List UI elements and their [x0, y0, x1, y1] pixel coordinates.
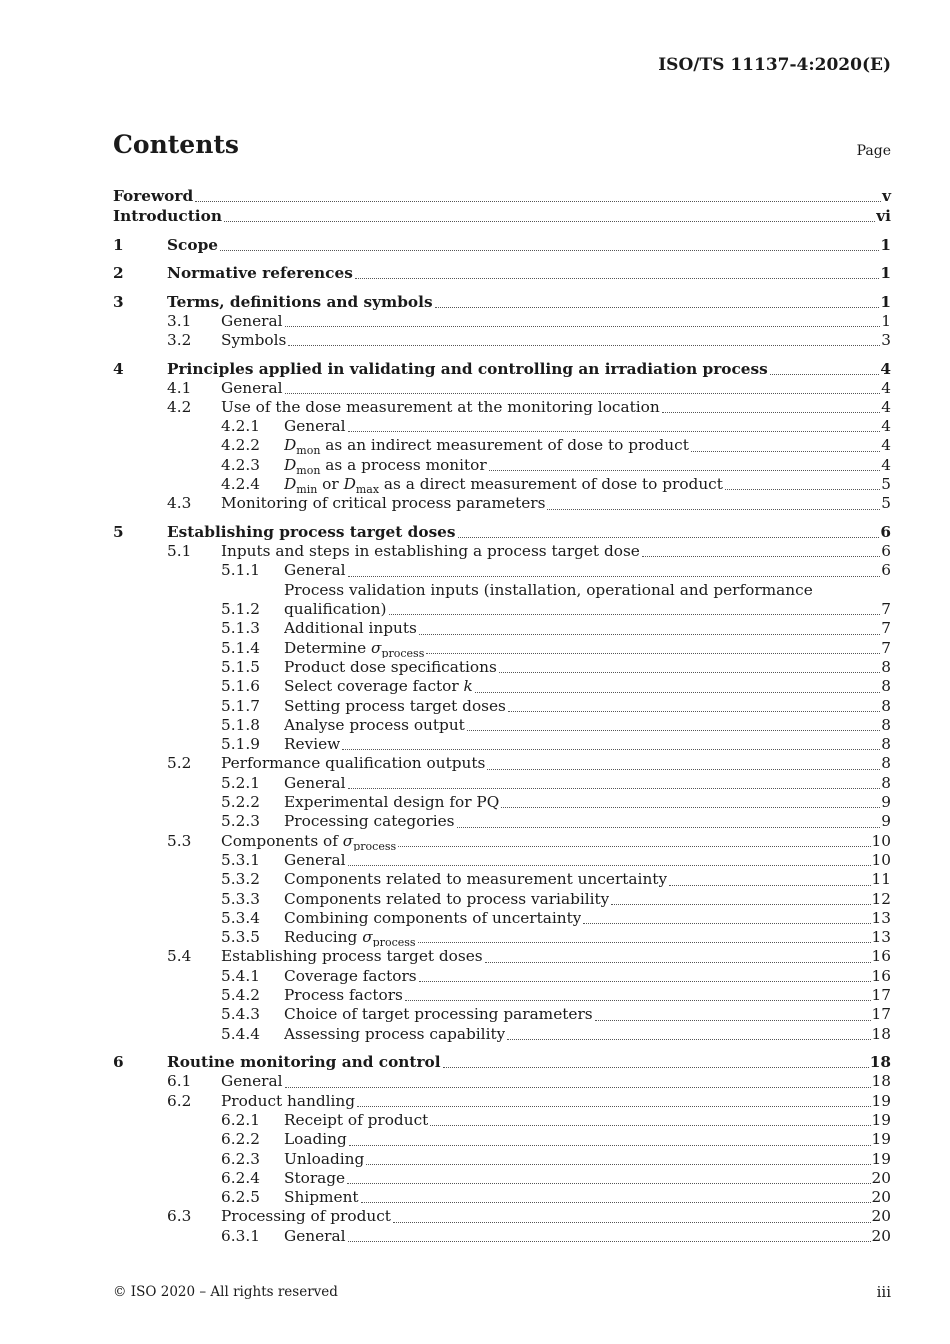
toc-entry-page: 20 [871, 1168, 891, 1187]
dot-leader [347, 1183, 870, 1184]
toc-entry-number: 6.2.3 [221, 1149, 260, 1168]
toc-entry-page: 8 [881, 657, 891, 676]
toc-entry[interactable] [113, 1111, 891, 1130]
dot-leader [348, 865, 871, 866]
toc-entry-page: 19 [871, 1149, 891, 1168]
page-number: iii [876, 1283, 891, 1301]
dot-leader [366, 1164, 870, 1165]
toc-entry-number: 5.1.5 [221, 657, 260, 676]
toc-entry-number: 5.3.4 [221, 908, 260, 927]
toc-entry-page: 8 [881, 715, 891, 734]
toc-entry[interactable] [113, 359, 891, 379]
toc-entry-title: Storage [284, 1168, 346, 1187]
toc-entry-page: 1 [880, 264, 891, 282]
toc-entry-number: 5.1.7 [221, 696, 260, 715]
toc-entry-number: 6 [113, 1053, 124, 1072]
toc-entry-title: Routine monitoring and control [167, 1053, 441, 1072]
toc-entry-number: 5.4 [167, 947, 192, 966]
toc-entry-page: 18 [869, 1053, 891, 1072]
toc-entry-page: 4 [881, 417, 891, 436]
toc-entry-number: 6.2.1 [221, 1110, 260, 1129]
dot-leader [348, 1241, 871, 1242]
toc-entry[interactable] [113, 658, 891, 677]
dot-leader [547, 509, 880, 510]
toc-entry-number: 4.3 [167, 494, 192, 513]
toc-entry-title: Inputs and steps in establishing a process target dose [221, 542, 640, 561]
toc-entry[interactable] [113, 851, 891, 870]
toc-entry-number: 5.4.3 [221, 1005, 260, 1024]
dot-leader [691, 451, 880, 452]
page-column-label: Page [856, 143, 891, 159]
toc-entry-title: General [284, 773, 346, 792]
toc-entry-number: 6.2.5 [221, 1188, 260, 1207]
toc-entry-number: 5.1.9 [221, 735, 260, 754]
toc-entry[interactable] [113, 186, 891, 206]
toc-entry-page: 4 [881, 455, 891, 474]
toc-entry-number: 5.4.4 [221, 1024, 260, 1043]
dot-leader [398, 846, 870, 847]
toc-entry-title: General [284, 417, 346, 436]
toc-entry-page: 17 [871, 1005, 891, 1024]
toc-entry-page: 16 [871, 966, 891, 985]
dot-leader [285, 326, 881, 327]
dot-leader [288, 345, 880, 346]
toc-entry-number: 6.2.2 [221, 1130, 260, 1149]
toc-entry[interactable] [113, 1150, 891, 1169]
toc-entry-page: 17 [871, 986, 891, 1004]
dot-leader [426, 653, 880, 654]
toc-entry-page: 13 [871, 928, 891, 947]
dot-leader [457, 827, 881, 828]
toc-entry-number: 5.2.3 [221, 812, 260, 831]
toc-entry-number: 6.1 [167, 1072, 192, 1091]
toc-entry-page: 10 [871, 850, 891, 869]
toc-entry[interactable] [113, 1188, 891, 1207]
dot-leader [501, 807, 880, 808]
toc-entry-title: Performance qualification outputs [221, 754, 486, 773]
toc-entry[interactable] [113, 1072, 891, 1091]
toc-entry-page: 7 [881, 619, 891, 638]
toc-entry[interactable] [113, 235, 891, 255]
toc-entry-number: 5.1.8 [221, 715, 260, 734]
toc-entry-number: 4.1 [167, 378, 192, 397]
toc-entry[interactable] [113, 542, 891, 561]
toc-entry-page: 10 [871, 831, 891, 850]
toc-entry[interactable] [113, 619, 891, 638]
toc-entry-number: 3 [113, 292, 124, 311]
dot-leader [285, 393, 881, 394]
toc-entry[interactable] [113, 735, 891, 754]
toc-entry[interactable] [113, 1025, 891, 1044]
toc-entry-title: Scope [167, 235, 218, 254]
toc-entry-number: 5.1.6 [221, 677, 260, 696]
toc-entry-page: 19 [871, 1091, 891, 1110]
toc-entry-page: 1 [881, 311, 891, 330]
toc-entry[interactable] [113, 793, 891, 812]
toc-entry-title: Establishing process target doses [221, 947, 483, 966]
toc-entry-page: 6 [881, 542, 891, 561]
dot-leader [349, 1145, 871, 1146]
toc-entry-title: Setting process target doses [284, 696, 506, 715]
toc-entry-page: 4 [881, 378, 891, 397]
toc-entry-title: Determine $\sigma_{process}$ [284, 638, 425, 658]
dot-leader [393, 1222, 871, 1223]
toc-entry[interactable] [113, 1130, 891, 1149]
dot-leader [467, 730, 880, 731]
toc-entry-number: 1 [113, 235, 124, 254]
toc-entry[interactable] [113, 1169, 891, 1188]
dot-leader [348, 576, 881, 577]
toc-entry[interactable] [113, 832, 891, 851]
dot-leader [642, 556, 880, 557]
toc-entry-number: 5.1.4 [221, 638, 260, 657]
toc-entry-title: Process validation inputs (installation, operational and performance [284, 580, 813, 599]
document-id: ISO/TS 11137-4:2020(E) [658, 55, 891, 75]
toc-entry-title: Receipt of product [284, 1110, 429, 1129]
toc-entry-title: $D_{min}$ or $D_{max}$ as a direct measurement of dose to product [284, 475, 723, 495]
toc-entry-title: Foreword [113, 187, 194, 205]
toc-entry[interactable] [113, 436, 891, 455]
dot-leader [285, 1087, 871, 1088]
toc-entry[interactable] [113, 417, 891, 436]
toc-entry-page: 8 [881, 754, 891, 773]
toc-entry[interactable] [113, 677, 891, 696]
toc-entry-number: 5.3.5 [221, 928, 260, 947]
toc-entry[interactable] [113, 1052, 891, 1072]
toc-entry-page: 5 [881, 475, 891, 494]
toc-entry-number: 4.2 [167, 397, 192, 416]
dot-leader [508, 711, 880, 712]
toc-entry[interactable] [113, 774, 891, 793]
toc-entry-number: 3.2 [167, 330, 192, 349]
toc-entry-number: 5.3.1 [221, 850, 260, 869]
toc-entry-title: Assessing process capability [284, 1024, 506, 1043]
toc-entry-number: 6.2.4 [221, 1168, 260, 1187]
toc-entry-page: 8 [881, 735, 891, 754]
toc-entry-title: Coverage factors [284, 966, 417, 985]
toc-entry-title: Establishing process target doses [167, 523, 456, 542]
dot-leader [405, 1000, 871, 1001]
dot-leader [361, 1202, 871, 1203]
toc-entry-title: Product handling [221, 1091, 356, 1110]
toc-entry-number: 6.3 [167, 1207, 192, 1226]
toc-entry-number: 5.1.3 [221, 619, 260, 638]
toc-entry[interactable] [113, 639, 891, 658]
dot-leader [458, 537, 880, 538]
toc-entry-title: General [221, 1072, 283, 1091]
dot-leader [342, 749, 880, 750]
toc-entry[interactable] [113, 754, 891, 773]
toc-entry[interactable] [113, 1227, 891, 1246]
dot-leader [770, 374, 880, 375]
toc-entry[interactable] [113, 870, 891, 889]
toc-entry-number: 5.2.2 [221, 793, 260, 812]
dot-leader [662, 412, 881, 413]
toc-entry[interactable] [113, 1207, 891, 1226]
toc-entry[interactable] [113, 206, 891, 226]
dot-leader [389, 614, 881, 615]
toc-entry-page: 13 [871, 908, 891, 927]
toc-entry-page: 8 [881, 773, 891, 792]
toc-entry-page: 19 [871, 1110, 891, 1129]
toc-entry-title: Product dose specifications [284, 657, 497, 676]
toc-entry-page: vi [876, 207, 891, 225]
dot-leader [595, 1020, 871, 1021]
toc-entry-number: 6.2 [167, 1091, 192, 1110]
toc-entry-title: General [284, 1226, 346, 1245]
toc-entry-number: 5.4.1 [221, 966, 260, 985]
toc-entry[interactable] [113, 909, 891, 928]
toc-entry-title: Loading [284, 1130, 347, 1149]
dot-leader [487, 769, 880, 770]
toc-entry-title: Monitoring of critical process parameters [221, 494, 546, 513]
toc-entry-page: 18 [871, 1024, 891, 1043]
toc-entry-number: 4.2.2 [221, 436, 260, 455]
toc-entry-page: 20 [871, 1207, 891, 1226]
dot-leader [348, 788, 881, 789]
toc-entry-title: Components related to process variability [284, 889, 610, 908]
toc-entry-number: 3.1 [167, 311, 192, 330]
toc-entry-number: 4 [113, 359, 124, 378]
dot-leader [485, 962, 871, 963]
toc-entry-title: Combining components of uncertainty [284, 908, 582, 927]
toc-entry-title: Introduction [113, 207, 222, 225]
toc-entry-page: 8 [881, 677, 891, 696]
dot-leader [220, 250, 879, 251]
toc-entry-page: 9 [881, 793, 891, 812]
copyright-notice: © ISO 2020 – All rights reserved [113, 1284, 338, 1300]
toc-entry[interactable] [113, 716, 891, 735]
toc-entry-page: 9 [881, 812, 891, 831]
toc-entry-title: Unloading [284, 1149, 365, 1168]
dot-leader [419, 634, 880, 635]
toc-entry[interactable] [113, 561, 891, 580]
toc-entry[interactable] [113, 928, 891, 947]
toc-entry[interactable] [113, 494, 891, 513]
toc-entry-title: Symbols [221, 330, 287, 349]
toc-entry-number: 4.2.4 [221, 475, 260, 494]
toc-entry-page: 18 [871, 1072, 891, 1091]
toc-entry-page: 20 [871, 1226, 891, 1245]
toc-entry-page: v [882, 187, 891, 205]
dot-leader [224, 221, 875, 222]
toc-entry-title: Components related to measurement uncertainty [284, 870, 668, 889]
toc-entry-title: General [284, 561, 346, 580]
dot-leader [489, 470, 881, 471]
toc-entry-title: Analyse process output [284, 715, 465, 734]
toc-entry[interactable] [113, 1005, 891, 1024]
dot-leader [443, 1067, 869, 1068]
table-of-contents [113, 186, 891, 1246]
toc-entry-title: Process factors [284, 986, 403, 1004]
toc-entry[interactable] [113, 456, 891, 475]
toc-entry[interactable] [113, 292, 891, 312]
toc-entry[interactable] [113, 581, 891, 620]
toc-entry-page: 3 [881, 330, 891, 349]
dot-leader [499, 672, 880, 673]
toc-entry-number: 2 [113, 264, 124, 282]
toc-entry[interactable] [113, 812, 891, 831]
toc-entry-title: Review [284, 735, 341, 754]
dot-leader [507, 1039, 870, 1040]
toc-entry-title: Select coverage factor k [284, 677, 473, 696]
dot-leader [725, 489, 880, 490]
toc-entry-number: 5.3.2 [221, 870, 260, 889]
toc-entry-number: 5.4.2 [221, 986, 260, 1004]
toc-entry-title: Processing of product [221, 1207, 391, 1226]
dot-leader [669, 885, 870, 886]
toc-entry[interactable] [113, 379, 891, 398]
toc-entry-title: Shipment [284, 1188, 359, 1207]
toc-entry-page: 4 [881, 397, 891, 416]
toc-entry-title: Components of $\sigma_{process}$ [221, 831, 397, 851]
toc-entry-title: $D_{mon}$ as a process monitor [284, 455, 487, 476]
toc-entry-title: Use of the dose measurement at the monitoring location [221, 397, 660, 416]
toc-entry-number: 5.1 [167, 542, 192, 561]
dot-leader [195, 201, 881, 202]
toc-entry[interactable] [113, 967, 891, 986]
toc-entry-page: 12 [871, 889, 891, 908]
toc-entry-page: 6 [881, 561, 891, 580]
toc-entry-number: 6.3.1 [221, 1226, 260, 1245]
dot-leader [475, 692, 880, 693]
toc-entry-number: 5 [113, 523, 124, 542]
page-title: Contents [113, 130, 240, 159]
toc-entry-page: 19 [871, 1130, 891, 1149]
toc-entry-number: 5.3.3 [221, 889, 260, 908]
dot-leader [357, 1106, 870, 1107]
toc-entry[interactable] [113, 263, 891, 283]
toc-entry[interactable] [113, 475, 891, 494]
dot-leader [611, 904, 870, 905]
toc-entry-title: General [284, 850, 346, 869]
toc-entry[interactable] [113, 890, 891, 909]
toc-entry[interactable] [113, 1092, 891, 1111]
toc-entry-number: 5.1.2 [221, 600, 260, 619]
dot-leader [583, 923, 870, 924]
toc-entry-title: Principles applied in validating and controlling an irradiation process [167, 359, 768, 378]
toc-entry-page: 7 [881, 638, 891, 657]
toc-entry-page: 16 [871, 947, 891, 966]
toc-entry-page: 5 [881, 494, 891, 513]
toc-entry-number: 5.1.1 [221, 561, 260, 580]
toc-entry[interactable] [113, 986, 891, 1005]
dot-leader [419, 981, 871, 982]
toc-entry[interactable] [113, 312, 891, 331]
toc-entry-title: Choice of target processing parameters [284, 1005, 593, 1024]
toc-entry[interactable] [113, 398, 891, 417]
toc-entry-title: Processing categories [284, 812, 455, 831]
toc-entry-title: Normative references [167, 264, 353, 282]
toc-entry-title: Additional inputs [284, 619, 417, 638]
toc-entry-number: 4.2.3 [221, 455, 260, 474]
toc-entry-title: Terms, definitions and symbols [167, 292, 433, 311]
toc-entry[interactable] [113, 697, 891, 716]
toc-entry-number: 5.2.1 [221, 773, 260, 792]
toc-entry[interactable] [113, 947, 891, 966]
toc-entry-number: 4.2.1 [221, 417, 260, 436]
toc-entry-page: 6 [880, 523, 891, 542]
toc-entry-title-continued: qualification) [284, 600, 387, 619]
toc-entry-number: 5.3 [167, 831, 192, 850]
toc-entry[interactable] [113, 331, 891, 350]
toc-entry-title: General [221, 378, 283, 397]
toc-entry-page: 4 [881, 436, 891, 455]
toc-entry-page: 1 [880, 292, 891, 311]
dot-leader [435, 307, 880, 308]
dot-leader [348, 431, 881, 432]
toc-entry-page: 7 [881, 600, 891, 619]
toc-entry-page: 8 [881, 696, 891, 715]
dot-leader [418, 942, 871, 943]
toc-entry-title: Experimental design for PQ [284, 793, 500, 812]
toc-entry-title: Reducing $\sigma_{process}$ [284, 928, 416, 948]
toc-entry-number: 5.2 [167, 754, 192, 773]
dot-leader [355, 278, 880, 279]
toc-entry[interactable] [113, 522, 891, 542]
toc-entry-page: 20 [871, 1188, 891, 1207]
toc-entry-page: 4 [880, 359, 891, 378]
toc-entry-title: General [221, 311, 283, 330]
toc-entry-title: $D_{mon}$ as an indirect measurement of dose to product [284, 436, 689, 456]
dot-leader [430, 1125, 870, 1126]
toc-entry-page: 11 [871, 870, 891, 889]
toc-entry-page: 1 [880, 235, 891, 254]
